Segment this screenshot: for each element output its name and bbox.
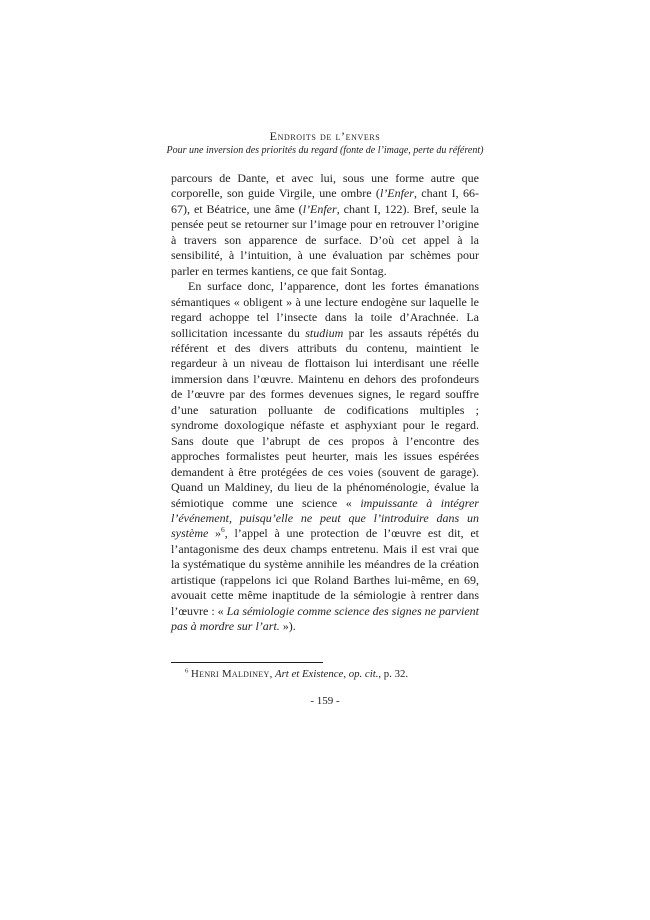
body-text (171, 171, 479, 635)
text-segment: studium (305, 325, 344, 340)
text-segment: , (269, 668, 275, 680)
text-segment: , chant I, 66-67), et Béatrice, une âme ( (171, 186, 479, 216)
text-segment: » (208, 526, 222, 541)
footnote-block (171, 655, 479, 681)
text-segment: La sémiologie comme science des signes ne parvient pas à mordre sur l’art. (171, 603, 479, 634)
text-segment: En surface donc, l’apparence, dont les fortes émanations sémantiques « obligent » à une lecture endogène sur laquelle le regard achoppe tel l’insecte dans la toile d’Arachnée. La sollicitation incessante du (171, 279, 479, 340)
text-segment: parcours de Dante, et avec lui, sous une forme autre que corporelle, son guide Virgile, une ombre ( (171, 171, 479, 201)
text-segment: Henri Maldiney (191, 668, 270, 680)
chapter-subtitle: Pour une inversion des priorités du regard (fonte de l’image, perte du référent) (166, 145, 484, 156)
text-segment: l’Enfer (302, 201, 337, 216)
chapter-title: Endroits de l’envers (269, 129, 381, 143)
footnote-reference: 6 (221, 525, 225, 535)
text-segment: , l’appel à une protection de l’œuvre est dit, et l’antagonisme des deux champs entretenu. Mais il est vrai que la systématique du système annihile les méandres de la création artistique (rappelons ici que Roland Barthes lui-même, en 69, avouait cette même inaptitude de la sémiologie à rentrer dans l’œuvre : « (171, 526, 479, 618)
running-head (0, 129, 650, 158)
footnote (171, 667, 479, 681)
footnote-separator (171, 662, 323, 663)
paragraph-1 (171, 171, 479, 279)
text-segment: impuissante à intégrer l’événement, puisqu’elle ne peut que l’introduire dans un système (171, 495, 479, 541)
text-segment: , chant I, 122). Bref, seule la pensée peut se retourner sur l’image pour en retrouver l’origine à travers son apparence de surface. D’où cet appel à la sensibilité, à l’intuition, à une évaluation par schèmes pour parler en termes kantiens, ce que fait Sontag. (171, 201, 479, 278)
text-segment: par les assauts répétés du référent et des divers attributs du contenu, maintient le regardeur à un niveau de flottaison lui interdisant une réelle immersion dans l’œuvre. Maintenu en dehors des profondeurs de l’œuvre par des formes devenues signes, le regard souffre d’une saturation polluante de codifications multiples ; syndrome doxologique néfaste et asphyxiant pour le regard. Sans doute que l’abrupt de ces propos à l’encontre des approches formalistes peut heurter, mais les issues espérées demandent à être protégées de ces voies (souvent de garage). Quand un Maldiney, du lieu de la phénoménologie, évalue la sémiotique comme une science « (171, 325, 479, 510)
text-segment: l’Enfer (379, 186, 414, 201)
text-segment: »). (279, 619, 296, 634)
page-number: - 159 - (310, 695, 340, 707)
paragraph-2 (171, 279, 479, 634)
footnote-reference: 6 (185, 667, 189, 675)
text-segment: Art et Existence, op. cit. (274, 668, 379, 680)
text-segment: , p. 32. (378, 668, 409, 680)
